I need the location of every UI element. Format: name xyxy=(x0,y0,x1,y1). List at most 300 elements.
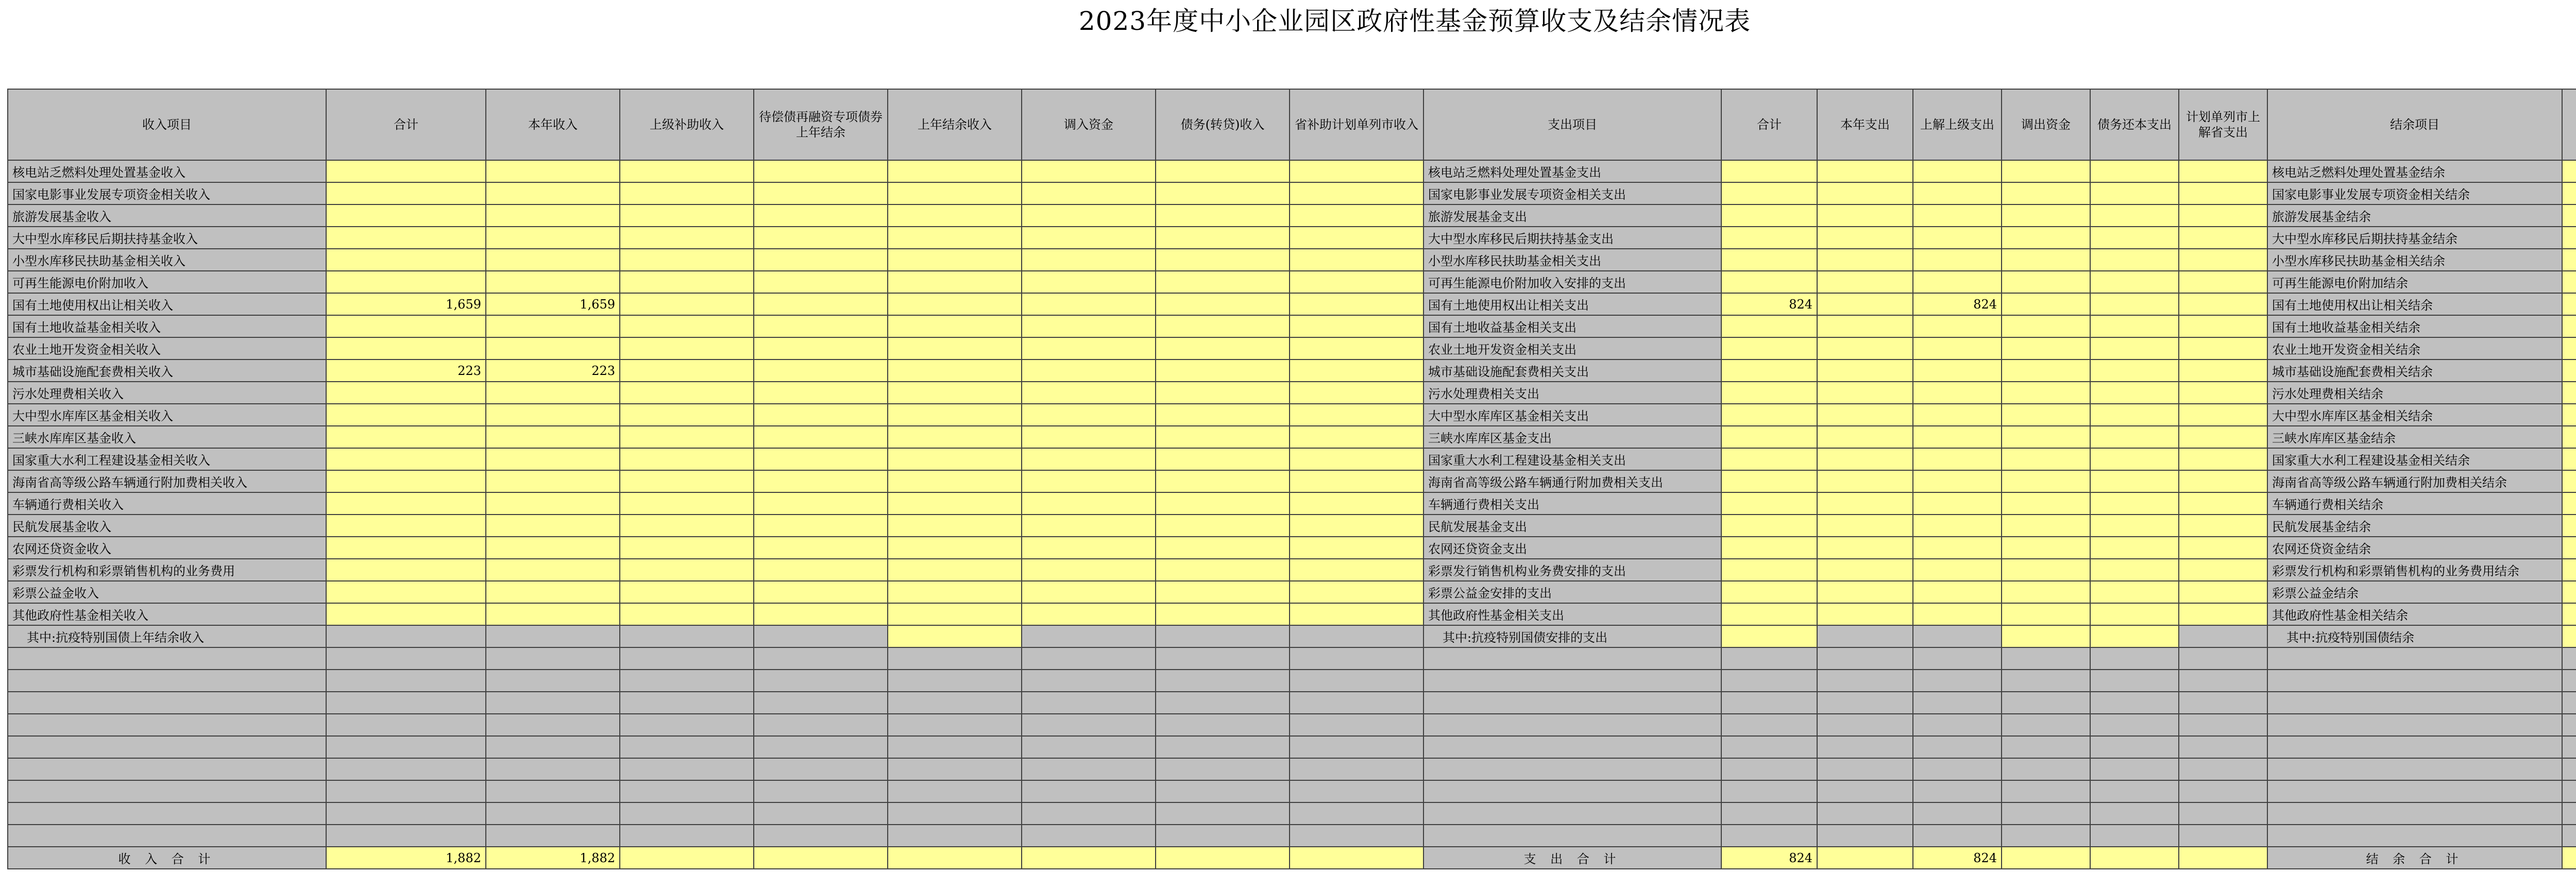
value-cell[interactable] xyxy=(486,337,620,360)
value-cell[interactable] xyxy=(1290,625,1423,647)
value-cell[interactable] xyxy=(1913,337,2002,360)
value-cell[interactable] xyxy=(1817,537,1913,559)
value-cell[interactable] xyxy=(1721,160,1817,182)
value-cell[interactable] xyxy=(2179,204,2267,227)
value-cell[interactable] xyxy=(1290,293,1423,315)
value-cell[interactable] xyxy=(2562,204,2576,227)
value-cell[interactable] xyxy=(2179,603,2267,625)
value-cell[interactable] xyxy=(2179,271,2267,293)
value-cell[interactable] xyxy=(1721,249,1817,271)
value-cell[interactable] xyxy=(326,448,486,470)
value-cell[interactable] xyxy=(2562,182,2576,204)
value-cell[interactable] xyxy=(2090,204,2179,227)
value-cell[interactable] xyxy=(2179,404,2267,426)
value-cell[interactable] xyxy=(326,559,486,581)
value-cell[interactable] xyxy=(326,160,486,182)
value-cell[interactable] xyxy=(486,271,620,293)
value-cell[interactable] xyxy=(888,271,1022,293)
value-cell[interactable] xyxy=(2090,404,2179,426)
value-cell[interactable] xyxy=(2002,625,2090,647)
value-cell[interactable] xyxy=(1022,603,1156,625)
value-cell[interactable] xyxy=(326,581,486,603)
value-cell[interactable] xyxy=(1290,204,1423,227)
value-cell[interactable] xyxy=(2090,382,2179,404)
value-cell[interactable] xyxy=(2562,515,2576,537)
value-cell[interactable] xyxy=(2179,625,2267,647)
value-cell[interactable] xyxy=(2090,492,2179,515)
value-cell[interactable] xyxy=(1290,603,1423,625)
value-cell[interactable] xyxy=(1817,603,1913,625)
value-cell[interactable] xyxy=(2002,293,2090,315)
value-cell[interactable] xyxy=(2090,470,2179,492)
value-cell[interactable] xyxy=(620,271,754,293)
value-cell[interactable] xyxy=(486,603,620,625)
value-cell[interactable] xyxy=(1156,426,1290,448)
value-cell[interactable] xyxy=(326,227,486,249)
value-cell[interactable] xyxy=(620,382,754,404)
value-cell[interactable] xyxy=(1022,404,1156,426)
value-cell[interactable] xyxy=(2002,404,2090,426)
value-cell[interactable] xyxy=(1156,515,1290,537)
value-cell[interactable] xyxy=(1817,559,1913,581)
value-cell[interactable] xyxy=(2179,182,2267,204)
value-cell[interactable] xyxy=(2562,470,2576,492)
value-cell[interactable] xyxy=(620,470,754,492)
value-cell[interactable] xyxy=(2002,537,2090,559)
value-cell[interactable] xyxy=(326,249,486,271)
value-cell[interactable] xyxy=(888,249,1022,271)
value-cell[interactable] xyxy=(326,426,486,448)
value-cell[interactable] xyxy=(1290,271,1423,293)
value-cell[interactable] xyxy=(1913,426,2002,448)
value-cell[interactable] xyxy=(1721,337,1817,360)
value-cell[interactable] xyxy=(1156,293,1290,315)
value-cell[interactable] xyxy=(1721,603,1817,625)
value-cell[interactable] xyxy=(754,227,888,249)
value-cell[interactable] xyxy=(1721,182,1817,204)
value-cell[interactable] xyxy=(1156,581,1290,603)
value-cell[interactable] xyxy=(2002,337,2090,360)
value-cell[interactable] xyxy=(888,426,1022,448)
value-cell[interactable] xyxy=(1817,182,1913,204)
value-cell[interactable] xyxy=(754,559,888,581)
value-cell[interactable] xyxy=(2090,227,2179,249)
value-cell[interactable] xyxy=(1913,227,2002,249)
value-cell[interactable] xyxy=(1022,581,1156,603)
value-cell[interactable] xyxy=(2090,625,2179,647)
value-cell[interactable] xyxy=(1721,537,1817,559)
value-cell[interactable] xyxy=(1817,470,1913,492)
value-cell[interactable] xyxy=(2090,559,2179,581)
value-cell[interactable] xyxy=(2090,182,2179,204)
value-cell[interactable] xyxy=(2179,515,2267,537)
value-cell[interactable] xyxy=(1817,581,1913,603)
value-cell[interactable] xyxy=(754,360,888,382)
value-cell[interactable] xyxy=(620,337,754,360)
value-cell[interactable] xyxy=(486,227,620,249)
value-cell[interactable] xyxy=(1022,271,1156,293)
value-cell[interactable] xyxy=(620,492,754,515)
value-cell[interactable] xyxy=(2179,337,2267,360)
value-cell[interactable] xyxy=(1721,271,1817,293)
value-cell[interactable] xyxy=(1290,382,1423,404)
value-cell[interactable] xyxy=(1156,470,1290,492)
value-cell[interactable] xyxy=(1913,360,2002,382)
value-cell[interactable] xyxy=(2179,559,2267,581)
value-cell[interactable] xyxy=(620,404,754,426)
value-cell[interactable]: 824 xyxy=(1913,293,2002,315)
value-cell[interactable] xyxy=(486,559,620,581)
value-cell[interactable] xyxy=(1022,227,1156,249)
value-cell[interactable] xyxy=(620,293,754,315)
total-value-cell[interactable]: 1,882 xyxy=(486,847,620,869)
value-cell[interactable] xyxy=(326,492,486,515)
value-cell[interactable] xyxy=(1290,581,1423,603)
value-cell[interactable] xyxy=(1156,448,1290,470)
value-cell[interactable] xyxy=(326,537,486,559)
value-cell[interactable] xyxy=(2179,426,2267,448)
value-cell[interactable] xyxy=(2002,559,2090,581)
value-cell[interactable] xyxy=(1290,559,1423,581)
value-cell[interactable] xyxy=(1817,271,1913,293)
value-cell[interactable] xyxy=(2179,382,2267,404)
value-cell[interactable] xyxy=(2562,404,2576,426)
value-cell[interactable] xyxy=(620,515,754,537)
value-cell[interactable] xyxy=(754,293,888,315)
value-cell[interactable] xyxy=(888,448,1022,470)
value-cell[interactable] xyxy=(1290,249,1423,271)
value-cell[interactable] xyxy=(1913,559,2002,581)
value-cell[interactable] xyxy=(2562,625,2576,647)
value-cell[interactable] xyxy=(754,470,888,492)
value-cell[interactable] xyxy=(1022,315,1156,337)
value-cell[interactable] xyxy=(888,293,1022,315)
value-cell[interactable] xyxy=(1290,360,1423,382)
value-cell[interactable] xyxy=(1913,581,2002,603)
value-cell[interactable] xyxy=(326,625,486,647)
value-cell[interactable] xyxy=(1913,470,2002,492)
value-cell[interactable] xyxy=(1817,515,1913,537)
value-cell[interactable] xyxy=(1913,382,2002,404)
value-cell[interactable] xyxy=(1913,315,2002,337)
value-cell[interactable] xyxy=(888,492,1022,515)
value-cell[interactable] xyxy=(486,581,620,603)
value-cell[interactable] xyxy=(1156,492,1290,515)
value-cell[interactable] xyxy=(2002,249,2090,271)
value-cell[interactable] xyxy=(754,537,888,559)
value-cell[interactable] xyxy=(1022,249,1156,271)
value-cell[interactable] xyxy=(486,204,620,227)
value-cell[interactable] xyxy=(326,603,486,625)
value-cell[interactable] xyxy=(1022,337,1156,360)
value-cell[interactable] xyxy=(1721,559,1817,581)
value-cell[interactable] xyxy=(888,559,1022,581)
value-cell[interactable] xyxy=(486,249,620,271)
value-cell[interactable] xyxy=(754,382,888,404)
value-cell[interactable] xyxy=(2002,160,2090,182)
value-cell[interactable] xyxy=(1290,182,1423,204)
value-cell[interactable] xyxy=(754,182,888,204)
value-cell[interactable] xyxy=(1156,537,1290,559)
value-cell[interactable] xyxy=(1721,581,1817,603)
value-cell[interactable] xyxy=(2179,537,2267,559)
value-cell[interactable] xyxy=(1290,426,1423,448)
value-cell[interactable] xyxy=(754,271,888,293)
value-cell[interactable] xyxy=(326,204,486,227)
value-cell[interactable] xyxy=(2179,293,2267,315)
value-cell[interactable] xyxy=(1022,382,1156,404)
value-cell[interactable] xyxy=(486,382,620,404)
value-cell[interactable] xyxy=(1817,227,1913,249)
value-cell[interactable] xyxy=(2002,448,2090,470)
value-cell[interactable] xyxy=(1721,625,1817,647)
value-cell[interactable] xyxy=(1156,315,1290,337)
value-cell[interactable]: 223 xyxy=(326,360,486,382)
value-cell[interactable] xyxy=(1156,404,1290,426)
value-cell[interactable]: 223 xyxy=(486,360,620,382)
value-cell[interactable] xyxy=(1290,492,1423,515)
value-cell[interactable] xyxy=(888,537,1022,559)
value-cell[interactable] xyxy=(1721,315,1817,337)
value-cell[interactable] xyxy=(888,160,1022,182)
total-value-cell[interactable] xyxy=(888,847,1022,869)
value-cell[interactable] xyxy=(1817,404,1913,426)
value-cell[interactable] xyxy=(486,315,620,337)
value-cell[interactable] xyxy=(754,204,888,227)
value-cell[interactable] xyxy=(620,426,754,448)
value-cell[interactable] xyxy=(888,404,1022,426)
value-cell[interactable] xyxy=(1156,625,1290,647)
value-cell[interactable] xyxy=(1290,470,1423,492)
value-cell[interactable]: 1,659 xyxy=(486,293,620,315)
value-cell[interactable] xyxy=(2562,581,2576,603)
value-cell[interactable] xyxy=(1721,360,1817,382)
value-cell[interactable] xyxy=(1290,227,1423,249)
value-cell[interactable] xyxy=(1721,448,1817,470)
value-cell[interactable] xyxy=(1913,160,2002,182)
value-cell[interactable] xyxy=(1022,625,1156,647)
value-cell[interactable] xyxy=(754,160,888,182)
value-cell[interactable] xyxy=(2562,448,2576,470)
value-cell[interactable] xyxy=(754,625,888,647)
value-cell[interactable] xyxy=(1022,492,1156,515)
value-cell[interactable] xyxy=(1817,293,1913,315)
value-cell[interactable] xyxy=(2562,227,2576,249)
value-cell[interactable] xyxy=(2002,271,2090,293)
value-cell[interactable] xyxy=(1156,182,1290,204)
value-cell[interactable] xyxy=(326,271,486,293)
value-cell[interactable] xyxy=(1156,337,1290,360)
value-cell[interactable] xyxy=(486,470,620,492)
total-value-cell[interactable] xyxy=(2179,847,2267,869)
value-cell[interactable] xyxy=(1290,537,1423,559)
value-cell[interactable] xyxy=(2002,603,2090,625)
value-cell[interactable] xyxy=(754,448,888,470)
value-cell[interactable] xyxy=(1817,492,1913,515)
value-cell[interactable] xyxy=(1913,249,2002,271)
value-cell[interactable] xyxy=(888,360,1022,382)
value-cell[interactable] xyxy=(620,360,754,382)
value-cell[interactable] xyxy=(2090,271,2179,293)
value-cell[interactable] xyxy=(1721,492,1817,515)
value-cell[interactable] xyxy=(1156,271,1290,293)
value-cell[interactable] xyxy=(2002,204,2090,227)
value-cell[interactable] xyxy=(2090,448,2179,470)
value-cell[interactable] xyxy=(2090,249,2179,271)
value-cell[interactable] xyxy=(620,204,754,227)
value-cell[interactable] xyxy=(2179,470,2267,492)
value-cell[interactable] xyxy=(1290,315,1423,337)
value-cell[interactable] xyxy=(2090,315,2179,337)
value-cell[interactable] xyxy=(754,315,888,337)
value-cell[interactable] xyxy=(486,515,620,537)
value-cell[interactable] xyxy=(754,426,888,448)
value-cell[interactable] xyxy=(1817,337,1913,360)
value-cell[interactable] xyxy=(2562,249,2576,271)
value-cell[interactable] xyxy=(1156,382,1290,404)
value-cell[interactable] xyxy=(1721,204,1817,227)
value-cell[interactable] xyxy=(888,581,1022,603)
value-cell[interactable] xyxy=(1022,448,1156,470)
value-cell[interactable] xyxy=(754,337,888,360)
value-cell[interactable] xyxy=(1913,537,2002,559)
value-cell[interactable] xyxy=(1156,160,1290,182)
value-cell[interactable] xyxy=(2002,382,2090,404)
value-cell[interactable] xyxy=(326,315,486,337)
value-cell[interactable] xyxy=(1721,227,1817,249)
value-cell[interactable] xyxy=(1721,382,1817,404)
value-cell[interactable] xyxy=(1022,537,1156,559)
total-value-cell[interactable] xyxy=(2002,847,2090,869)
value-cell[interactable] xyxy=(2002,515,2090,537)
value-cell[interactable] xyxy=(2179,360,2267,382)
value-cell[interactable] xyxy=(2562,426,2576,448)
value-cell[interactable] xyxy=(486,625,620,647)
value-cell[interactable] xyxy=(486,404,620,426)
value-cell[interactable] xyxy=(1022,515,1156,537)
value-cell[interactable] xyxy=(2562,603,2576,625)
value-cell[interactable] xyxy=(620,581,754,603)
value-cell[interactable] xyxy=(1721,470,1817,492)
total-value-cell[interactable]: 1,882 xyxy=(326,847,486,869)
value-cell[interactable] xyxy=(2090,581,2179,603)
value-cell[interactable] xyxy=(1817,426,1913,448)
value-cell[interactable]: 824 xyxy=(1721,293,1817,315)
total-value-cell[interactable]: 824 xyxy=(1913,847,2002,869)
value-cell[interactable] xyxy=(2090,515,2179,537)
value-cell[interactable] xyxy=(2562,293,2576,315)
value-cell[interactable] xyxy=(1817,360,1913,382)
value-cell[interactable] xyxy=(620,182,754,204)
value-cell[interactable] xyxy=(1290,404,1423,426)
value-cell[interactable] xyxy=(754,515,888,537)
value-cell[interactable] xyxy=(2562,160,2576,182)
value-cell[interactable] xyxy=(754,603,888,625)
value-cell[interactable] xyxy=(1913,204,2002,227)
value-cell[interactable] xyxy=(620,603,754,625)
value-cell[interactable] xyxy=(1156,204,1290,227)
value-cell[interactable] xyxy=(2002,581,2090,603)
value-cell[interactable] xyxy=(620,448,754,470)
value-cell[interactable] xyxy=(1022,204,1156,227)
value-cell[interactable] xyxy=(1022,559,1156,581)
value-cell[interactable] xyxy=(1156,249,1290,271)
value-cell[interactable] xyxy=(1022,160,1156,182)
value-cell[interactable] xyxy=(2002,227,2090,249)
value-cell[interactable] xyxy=(1156,603,1290,625)
value-cell[interactable] xyxy=(888,515,1022,537)
value-cell[interactable] xyxy=(486,182,620,204)
value-cell[interactable] xyxy=(1022,426,1156,448)
value-cell[interactable] xyxy=(1817,160,1913,182)
value-cell[interactable] xyxy=(2002,182,2090,204)
value-cell[interactable] xyxy=(888,182,1022,204)
value-cell[interactable] xyxy=(754,581,888,603)
value-cell[interactable] xyxy=(620,315,754,337)
value-cell[interactable] xyxy=(1817,382,1913,404)
value-cell[interactable] xyxy=(1721,426,1817,448)
value-cell[interactable] xyxy=(2179,581,2267,603)
value-cell[interactable] xyxy=(1022,470,1156,492)
value-cell[interactable] xyxy=(2179,448,2267,470)
value-cell[interactable] xyxy=(2562,271,2576,293)
value-cell[interactable] xyxy=(2002,360,2090,382)
value-cell[interactable] xyxy=(620,625,754,647)
value-cell[interactable] xyxy=(2090,160,2179,182)
value-cell[interactable] xyxy=(2179,249,2267,271)
value-cell[interactable] xyxy=(1817,625,1913,647)
total-value-cell[interactable] xyxy=(2562,847,2576,869)
value-cell[interactable] xyxy=(1817,204,1913,227)
value-cell[interactable] xyxy=(326,515,486,537)
value-cell[interactable] xyxy=(2002,315,2090,337)
value-cell[interactable] xyxy=(1913,404,2002,426)
value-cell[interactable] xyxy=(1022,360,1156,382)
value-cell[interactable] xyxy=(2090,293,2179,315)
value-cell[interactable] xyxy=(2562,360,2576,382)
value-cell[interactable] xyxy=(1913,492,2002,515)
total-value-cell[interactable]: 824 xyxy=(1721,847,1817,869)
value-cell[interactable] xyxy=(754,249,888,271)
value-cell[interactable] xyxy=(486,426,620,448)
total-value-cell[interactable] xyxy=(1022,847,1156,869)
value-cell[interactable] xyxy=(2090,603,2179,625)
value-cell[interactable] xyxy=(2002,492,2090,515)
value-cell[interactable] xyxy=(888,625,1022,647)
value-cell[interactable] xyxy=(1913,271,2002,293)
value-cell[interactable] xyxy=(1913,603,2002,625)
value-cell[interactable] xyxy=(2002,470,2090,492)
value-cell[interactable] xyxy=(1156,360,1290,382)
value-cell[interactable] xyxy=(2090,337,2179,360)
value-cell[interactable] xyxy=(888,470,1022,492)
value-cell[interactable] xyxy=(1022,293,1156,315)
value-cell[interactable] xyxy=(1156,227,1290,249)
value-cell[interactable] xyxy=(1913,515,2002,537)
value-cell[interactable] xyxy=(2562,382,2576,404)
value-cell[interactable] xyxy=(1817,249,1913,271)
value-cell[interactable] xyxy=(754,404,888,426)
value-cell[interactable] xyxy=(1290,160,1423,182)
total-value-cell[interactable] xyxy=(2090,847,2179,869)
value-cell[interactable] xyxy=(1022,182,1156,204)
value-cell[interactable] xyxy=(2562,337,2576,360)
value-cell[interactable] xyxy=(888,337,1022,360)
value-cell[interactable] xyxy=(2090,426,2179,448)
value-cell[interactable] xyxy=(2002,426,2090,448)
value-cell[interactable] xyxy=(2179,160,2267,182)
value-cell[interactable] xyxy=(620,227,754,249)
